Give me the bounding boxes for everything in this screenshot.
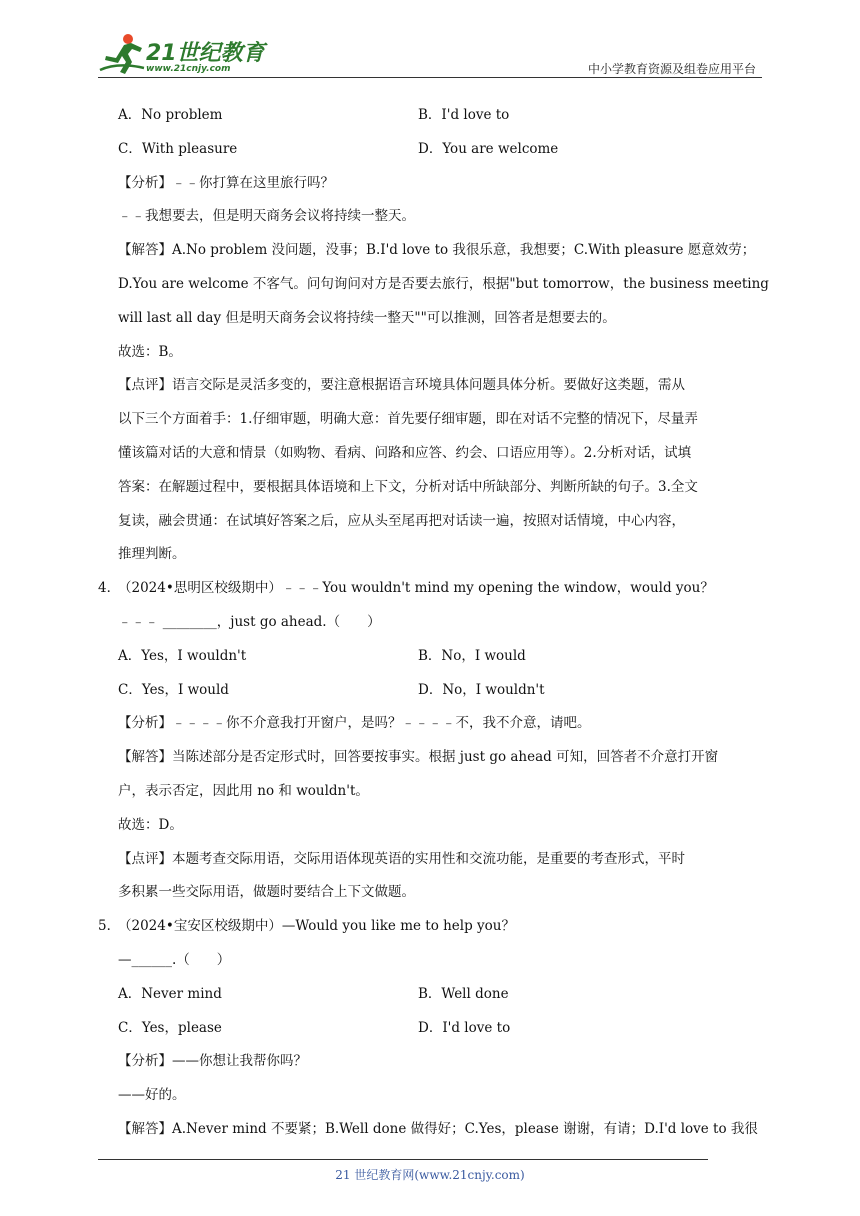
q5-stem-line1: （2024•宝安区校级期中）—Would you like me to help you？ <box>118 918 515 934</box>
q3-option-c: C．With pleasure <box>118 141 238 157</box>
q3-comment-line4: 答案：在解题过程中，要根据具体语境和上下文，分析对话中所缺部分、判断所缺的句子。3.全文 <box>118 479 698 495</box>
q3-comment-line6: 推理判断。 <box>118 546 186 562</box>
q5-analysis-line2: ——好的。 <box>118 1087 186 1103</box>
q5-stem-suffix: .（ ） <box>172 952 231 968</box>
q5-option-b: B．Well done <box>418 986 509 1002</box>
q3-answer-line3: will last all day 但是明天商务会议将持续一整天""可以推测，回答者是想要去的。 <box>118 310 616 326</box>
q5-option-c: C．Yes，please <box>118 1020 222 1036</box>
footer-link[interactable]: 21 世纪教育网(www.21cnjy.com) <box>335 1168 525 1182</box>
q4-answer-line1: 【解答】当陈述部分是否定形式时，回答要按事实。根据 just go ahead 可知，回答者不介意打开窗 <box>118 749 719 765</box>
q4-comment-line1: 【点评】本题考查交际用语，交际用语体现英语的实用性和交流功能，是重要的考查形式，平时 <box>118 851 685 867</box>
q4-answer-blank[interactable]: ________ <box>162 614 217 630</box>
q3-comment-line5: 复读，融会贯通：在试填好答案之后，应从头至尾再把对话读一遍，按照对话情境，中心内容， <box>118 513 685 529</box>
q4-analysis: 【分析】﹣﹣﹣﹣你不介意我打开窗户，是吗？﹣﹣﹣﹣不，我不介意，请吧。 <box>118 715 591 731</box>
q5-answer-blank[interactable]: ______ <box>131 952 172 968</box>
q5-option-a: A．Never mind <box>118 986 222 1002</box>
runner-logo-icon <box>98 32 146 76</box>
q5-stem-prefix: — <box>118 952 132 968</box>
q3-comment-line1: 【点评】语言交际是灵活多变的，要注意根据语言环境具体问题具体分析。要做好这类题，需从 <box>118 377 685 393</box>
q4-answer-line2: 户，表示否定，因此用 no 和 wouldn't。 <box>118 783 369 799</box>
q4-stem-line1: （2024•思明区校级期中）﹣﹣﹣You wouldn't mind my opening the window，would you？ <box>118 580 714 596</box>
q3-answer-line2: D.You are welcome 不客气。问句询问对方是否要去旅行，根据"but tomorrow，the business meeting <box>118 276 769 292</box>
page-header <box>98 32 762 78</box>
q4-option-a: A．Yes，I wouldn't <box>118 648 247 664</box>
footer-divider <box>98 1159 708 1160</box>
q4-option-d: D．No，I wouldn't <box>418 682 545 698</box>
q4-stem-prefix: ﹣﹣﹣ <box>118 614 163 630</box>
q3-comment-line2: 以下三个方面着手：1.仔细审题，明确大意：首先要仔细审题，即在对话不完整的情况下，尽量弄 <box>118 411 698 427</box>
q3-answer-line1: 【解答】A.No problem 没问题，没事；B.I'd love to 我很乐意，我想要；C.With pleasure 愿意效劳； <box>118 242 756 258</box>
q3-choice: 故选：B。 <box>118 344 182 360</box>
q4-comment-line2: 多积累一些交际用语，做题时要结合上下文做题。 <box>118 884 415 900</box>
q5-number: 5． <box>98 918 121 934</box>
q3-comment-line3: 懂该篇对话的大意和情景（如购物、看病、问路和应答、约会、口语应用等）。2.分析对话，试填 <box>118 445 692 461</box>
q3-option-d: D．You are welcome <box>418 141 559 157</box>
q3-analysis-line1: 【分析】﹣﹣你打算在这里旅行吗？ <box>118 175 334 191</box>
logo-title: 21世纪教育 <box>146 41 265 66</box>
header-divider <box>98 77 762 78</box>
q4-option-b: B．No，I would <box>418 648 526 664</box>
site-logo[interactable] <box>98 32 268 78</box>
platform-name: 中小学教育资源及组卷应用平台 <box>587 62 756 76</box>
q5-answer-line1: 【解答】A.Never mind 不要紧；B.Well done 做得好；C.Yes，please 谢谢，有请；D.I'd love to 我很 <box>118 1121 758 1137</box>
q3-option-b: B．I'd love to <box>418 107 510 123</box>
q4-choice: 故选：D。 <box>118 817 183 833</box>
q4-option-c: C．Yes，I would <box>118 682 229 698</box>
q5-option-d: D．I'd love to <box>418 1020 511 1036</box>
q3-option-a: A．No problem <box>118 107 223 123</box>
q4-stem-line2 <box>118 612 381 632</box>
logo-url: www.21cnjy.com <box>146 64 231 74</box>
q4-number: 4． <box>98 580 121 596</box>
q5-analysis-line1: 【分析】——你想让我帮你吗？ <box>118 1053 307 1069</box>
q5-stem-line2 <box>118 950 230 970</box>
q4-stem-suffix: ，just go ahead.（ ） <box>216 614 381 630</box>
q3-analysis-line2: ﹣﹣我想要去，但是明天商务会议将持续一整天。 <box>118 208 415 224</box>
